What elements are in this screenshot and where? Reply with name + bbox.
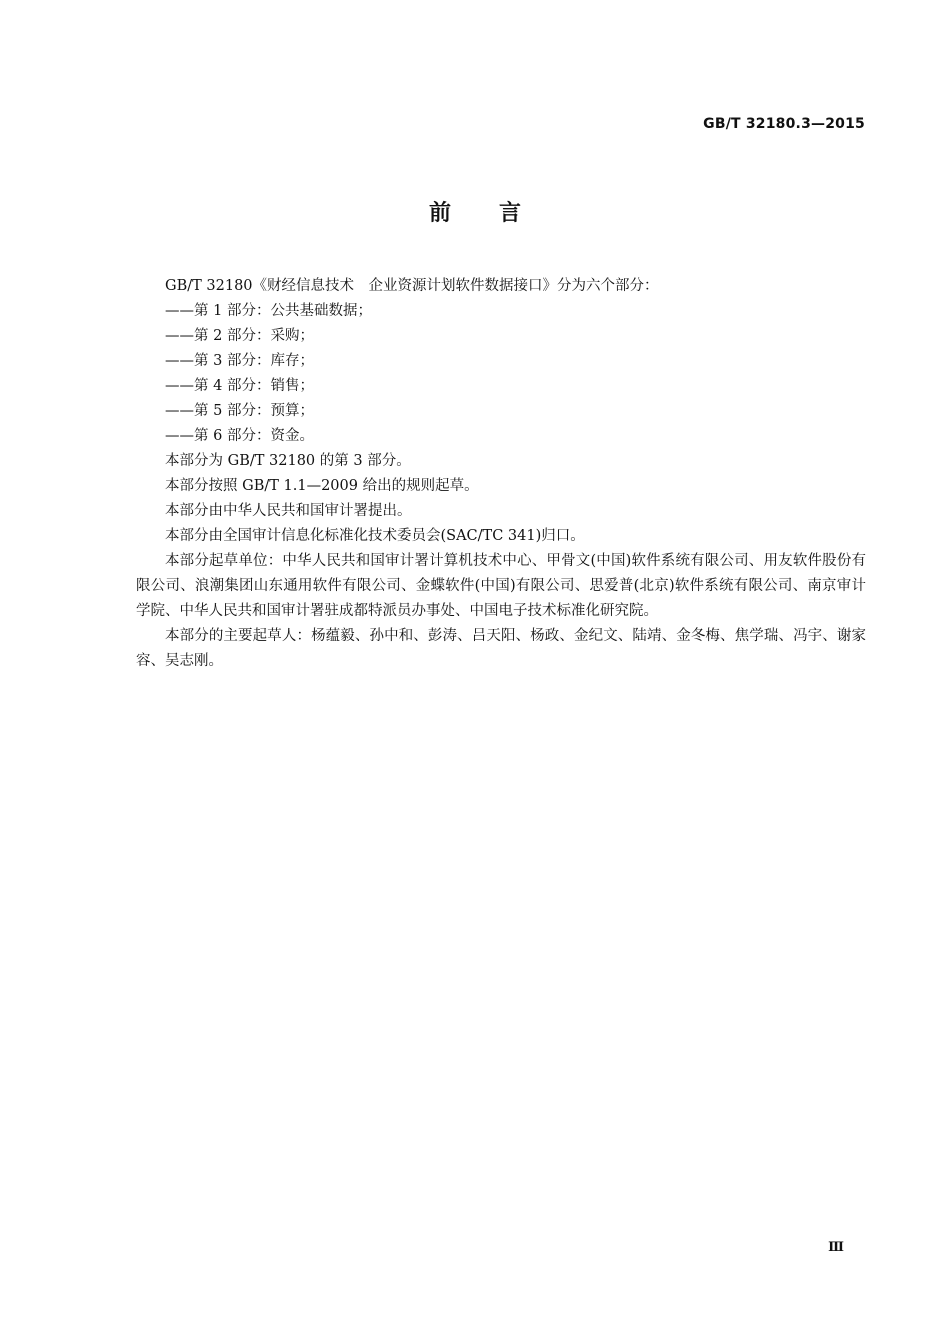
header-standard-code: GB/T 32180.3—2015 — [703, 116, 865, 132]
intro-paragraph: GB/T 32180《财经信息技术 企业资源计划软件数据接口》分为六个部分： — [165, 278, 659, 294]
list-item-part-5: ——第 5 部分：预算； — [165, 403, 314, 419]
paragraph-drafters: 本部分的主要起草人：杨蕴毅、孙中和、彭涛、吕天阳、杨政、金纪文、陆靖、金冬梅、焦学瑞、冯宇、谢家容、吴志刚。 — [136, 628, 866, 669]
list-item-part-1: ——第 1 部分：公共基础数据； — [165, 303, 372, 319]
paragraph-committee: 本部分由全国审计信息化标准化技术委员会(SAC/TC 341)归口。 — [165, 528, 585, 544]
list-item-part-2: ——第 2 部分：采购； — [165, 328, 314, 344]
list-item-part-4: ——第 4 部分：销售； — [165, 378, 314, 394]
paragraph-proposer: 本部分由中华人民共和国审计署提出。 — [165, 503, 412, 519]
paragraph-drafting-units: 本部分起草单位：中华人民共和国审计署计算机技术中心、甲骨文(中国)软件系统有限公司、用友软件股份有限公司、浪潮集团山东通用软件有限公司、金蝶软件(中国)有限公司、思爱普(北京)软件系统有限公司、南京审计学院、中华人民共和国审计署驻成都特派员办事处、中国电子技术标准化研究院。 — [136, 553, 866, 619]
paragraph-drafting-rules: 本部分按照 GB/T 1.1—2009 给出的规则起草。 — [165, 478, 479, 494]
page-title: 前言 — [428, 201, 569, 226]
document-body — [136, 274, 866, 674]
list-item-part-3: ——第 3 部分：库存； — [165, 353, 314, 369]
page-number: Ⅲ — [828, 1240, 844, 1255]
paragraph-part-statement: 本部分为 GB/T 32180 的第 3 部分。 — [165, 453, 411, 469]
list-item-part-6: ——第 6 部分：资金。 — [165, 428, 314, 444]
